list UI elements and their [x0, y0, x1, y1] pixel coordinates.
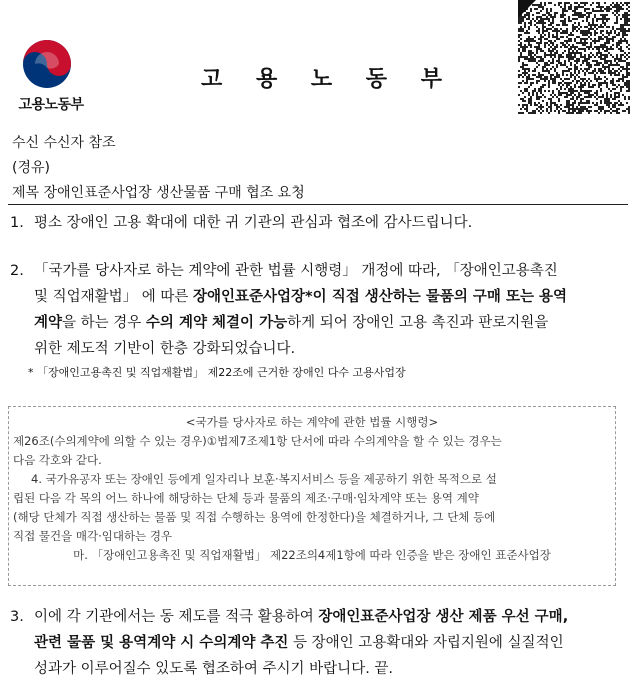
document-title: 고 용 노 동 부 — [201, 67, 455, 92]
paragraph-1: 1. 평소 장애인 고용 확대에 대한 귀 기관의 관심과 협조에 감사드립니다. — [10, 215, 473, 231]
law-item: 4. 국가유공자 또는 장애인 등에게 일자리나 보훈·복지서비스 등을 제공하기 위한 목적으로 설 — [31, 472, 497, 486]
law-item: 립된 다음 각 목의 어느 하나에 해당하는 단체 등과 물품의 제조·구매·임차계약 또는 용역 계약 — [13, 491, 479, 505]
recipient-line: 수신 수신자 참조 — [12, 135, 116, 151]
law-subitem: 마. 「장애인고용촉진 및 직업재활법」 제22조의4제1항에 따라 인증을 받은 장애인 표준사업장 — [73, 548, 551, 562]
header-divider — [8, 204, 628, 205]
paragraph-3: 3. 이에 각 기관에서는 동 제도를 적극 활용하여 장애인표준사업장 생산 제품 우선 구매, 관련 물품 및 용역계약 시 수의계약 추진 등 장애인 고용확대와 자립지원에 실질적인 성과가 이루어질수 있도록 협조하여 주시기 바랍니다. 끝. — [10, 609, 569, 677]
qr-corner-mark — [518, 0, 536, 18]
emphasis-text: 관련 물품 및 용역계약 시 수의계약 추진 — [34, 635, 289, 651]
emphasis-text: 계약 — [34, 315, 63, 331]
law-item: (해당 단체가 직접 생산하는 물품 및 직접 수행하는 용역에 한정한다)을 체결하거나, 그 단체 등에 — [13, 510, 496, 524]
subject-line: 제목 장애인표준사업장 생산물품 구매 협조 요청 — [12, 185, 305, 201]
logo-text: 고용노동부 — [18, 97, 84, 113]
footnote: * 「장애인고용촉진 및 직업재활법」 제22조에 근거한 장애인 다수 고용사업장 — [28, 366, 406, 379]
law-box-title: <국가를 당사자로 하는 계약에 관한 법률 시행령> — [185, 415, 439, 429]
via-line: (경유) — [12, 160, 50, 176]
law-item: 직접 물건을 매각·임대하는 경우 — [13, 529, 173, 543]
law-excerpt-box — [8, 406, 616, 586]
law-line: 다음 각호와 같다. — [13, 453, 102, 467]
emphasis-text: 수의 계약 체결이 가능 — [145, 315, 288, 331]
law-line: 제26조(수의계약에 의할 수 있는 경우)①법제7조제1항 단서에 따라 수의계약을 할 수 있는 경우는 — [13, 434, 502, 448]
paragraph-2: 2. 「국가를 당사자로 하는 계약에 관한 법률 시행령」 개정에 따라, 「장애인고용촉진 및 직업재활법」 에 따른 장애인표준사업장*이 직접 생산하는 물품의 구매 또는 용역 계약을 하는 경우 수의 계약 체결이 가능하게 되어 장애인 고용 촉진과 판로지원을 위한 제도적 기반이 한층 강화되었습니다. — [10, 263, 568, 357]
emphasis-text: 장애인표준사업장*이 직접 생산하는 물품의 구매 또는 용역 — [193, 289, 568, 305]
emphasis-text: 장애인표준사업장 생산 제품 우선 구매, — [318, 609, 569, 625]
